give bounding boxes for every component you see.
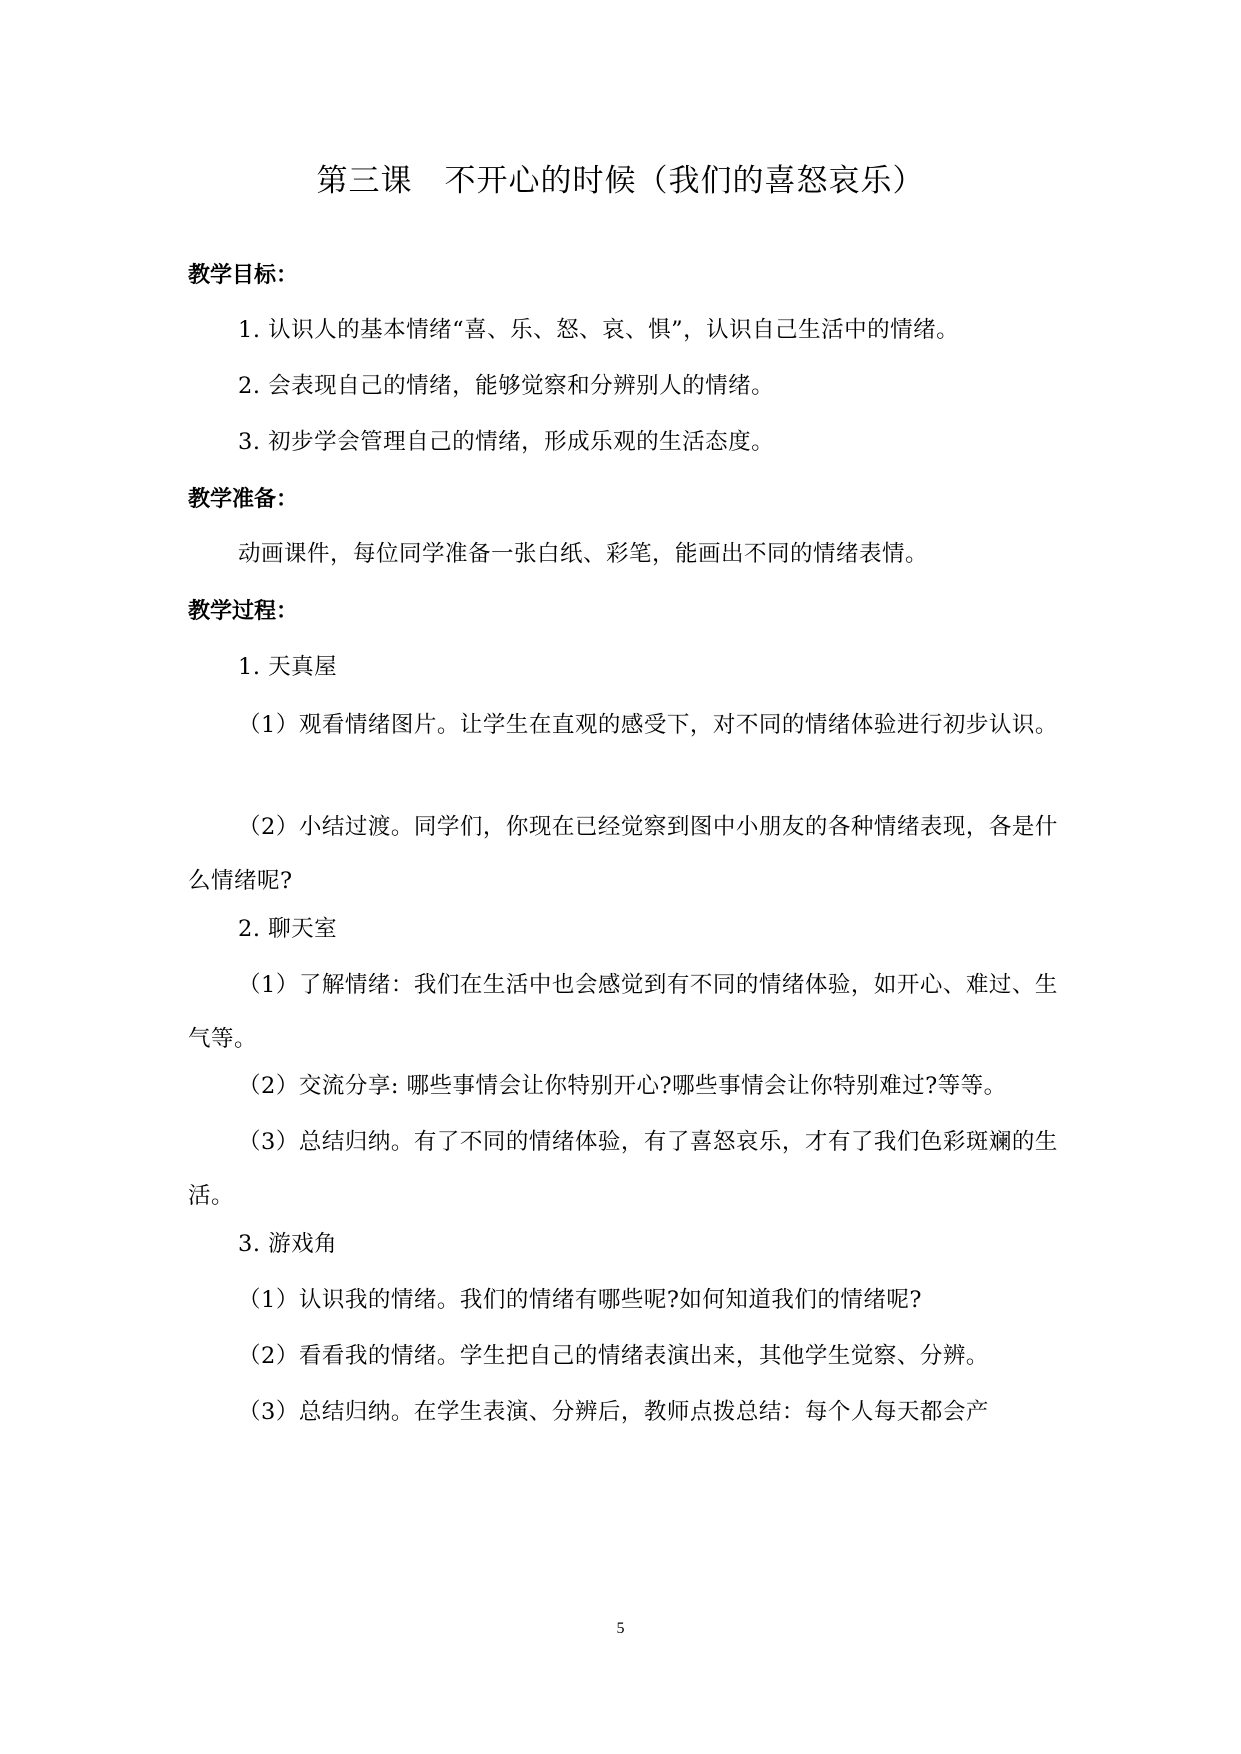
goal-item: 1. 认识人的基本情绪“喜、乐、怒、哀、惧”，认识自己生活中的情绪。 [238, 317, 960, 343]
goal-item: 3. 初步学会管理自己的情绪，形成乐观的生活态度。 [238, 429, 775, 455]
process-paragraph: （2）交流分享: 哪些事情会让你特别开心?哪些事情会让你特别难过?等等。 [238, 1073, 1007, 1099]
process-subheading: 3. 游戏角 [238, 1231, 338, 1257]
process-paragraph: （1）认识我的情绪。我们的情绪有哪些呢?如何知道我们的情绪呢? [238, 1287, 922, 1313]
goal-item: 2. 会表现自己的情绪，能够觉察和分辨别人的情绪。 [238, 373, 775, 399]
page-number: 5 [616, 1620, 625, 1637]
process-paragraph: （1）观看情绪图片。让学生在直观的感受下，对不同的情绪体验进行初步认识。 [238, 712, 1058, 738]
process-paragraph: （3）总结归纳。在学生表演、分辨后，教师点拨总结：每个人每天都会产 [238, 1399, 989, 1425]
process-paragraph: （2）小结过渡。同学们，你现在已经觉察到图中小朋友的各种情绪表现，各是什么情绪呢? [188, 814, 1058, 894]
process-paragraph: （1）了解情绪：我们在生活中也会感觉到有不同的情绪体验，如开心、难过、生气等。 [188, 972, 1058, 1052]
section-heading-process: 教学过程： [188, 599, 299, 624]
lesson-title: 第三课 不开心的时候（我们的喜怒哀乐） [316, 163, 925, 199]
section-heading-prep: 教学准备： [188, 487, 299, 512]
process-paragraph: （2）看看我的情绪。学生把自己的情绪表演出来，其他学生觉察、分辨。 [238, 1343, 989, 1369]
process-subheading: 2. 聊天室 [238, 916, 338, 942]
process-paragraph: （3）总结归纳。有了不同的情绪体验，有了喜怒哀乐，才有了我们色彩斑斓的生活。 [188, 1129, 1058, 1209]
process-subheading: 1. 天真屋 [238, 654, 338, 680]
prep-paragraph: 动画课件，每位同学准备一张白纸、彩笔，能画出不同的情绪表情。 [238, 541, 929, 567]
section-heading-goals: 教学目标： [188, 263, 299, 288]
